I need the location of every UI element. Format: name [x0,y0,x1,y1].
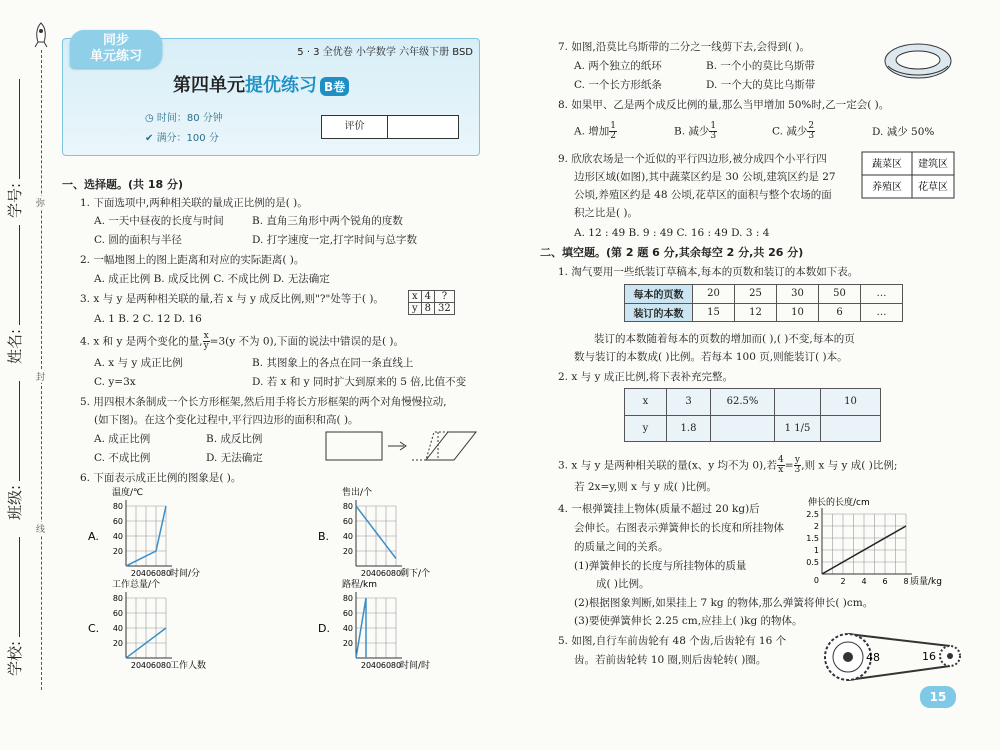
q2-options[interactable]: A. 成正比例 B. 成反比例 C. 不成比例 D. 无法确定 [94,273,330,285]
y-tick-label: 20 [112,547,123,556]
check-icon: ✔ [145,133,157,144]
question-9-line2: 边形区域(如图),其中蔬菜区约是 30 公顷,建筑区约是 27 [574,171,836,183]
farm-region-vegetable: 蔬菜区 [872,159,902,170]
rectangle-shape [326,432,382,460]
x-tick-label: 60 [380,569,392,578]
x-tick-label: 80 [390,569,402,578]
q5-option-c[interactable]: C. 不成比例 [94,452,151,464]
q5-option-b[interactable]: B. 成反比例 [206,433,263,445]
q8-option-d[interactable]: D. 减少 50% [872,126,935,138]
fill-3-line2[interactable]: 若 2x=y,则 x 与 y 成( )比例。 [574,481,717,493]
series-label: 5 · 3 全优卷 小学数学 六年级下册 BSD [297,47,473,58]
fill-4-line1: 4. 一根弹簧挂上物体(质量不超过 20 kg)后 [558,503,760,515]
question-2: 2. 一幅地图上的图上距离和对应的实际距离( )。 [80,254,305,266]
farm-region-building: 建筑区 [918,159,948,170]
chart-y-label: 温度/℃ [112,488,144,498]
chart-option-label: C. [88,622,100,635]
chart-x-label: 质量/kg [910,577,942,587]
section-fill-title: 二、填空题。(第 2 题 6 分,其余每空 2 分,共 26 分) [540,246,804,259]
y-tick-label: 60 [112,609,123,618]
x-tick-label: 40 [140,569,152,578]
x-tick-label: 80 [160,661,172,670]
cut-mark: 封 [36,370,45,383]
y-tick-label: 40 [342,532,353,541]
q7-option-a[interactable]: A. 两个独立的纸环 [574,60,662,72]
fraction: $\frac{2}{3}$ [808,121,815,141]
paper-tag: B卷 [320,77,349,96]
question-8: 8. 如果甲、乙是两个成反比例的量,那么当甲增加 50%时,乙一定会( )。 [558,99,890,111]
chart-option-label: D. [318,622,330,635]
unit-practice-badge: 同步 单元练习 [70,30,162,68]
x-tick-label: 40 [140,661,152,670]
fraction: $\frac{1}{2}$ [610,121,616,141]
question-5-line1: 5. 用四根木条制成一个长方形框架,然后用手将长方形框架的两个对角慢慢拉动, [80,396,447,408]
question-9-line1: 9. 欣欣农场是一个近似的平行四边形,被分成四个小平行四 [558,153,827,165]
y-tick-label: 40 [112,624,123,633]
y-tick-label: 20 [342,547,353,556]
question-3: 3. x 与 y 是两种相关联的量,若 x 与 y 成反比例,则"?"处等于( )。 [80,293,384,305]
y-tick-label: 1 [813,546,819,555]
y-tick-label: 80 [342,502,353,511]
cut-mark: 弥 [36,196,45,209]
chart-x-label: 工作人数 [170,661,207,670]
chart-d[interactable] [316,578,476,670]
rocket-icon [32,22,50,48]
cut-mark: 线 [36,522,45,535]
x-tick-label: 20 [360,661,372,670]
q7-option-c[interactable]: C. 一个长方形纸条 [574,79,662,91]
y-tick-label: 60 [342,517,353,526]
chart-y-label: 售出/个 [342,488,373,498]
q1-option-a[interactable]: A. 一天中昼夜的长度与时间 [94,215,224,227]
class-field[interactable]: 班级: [4,381,25,520]
q8-option-a[interactable]: A. 增加 $\frac{1}{2}$ [574,121,616,141]
question-9-line3: 公顷,养殖区约是 48 公顷,花草区的面积与整个农场的面 [574,189,832,201]
y-tick-label: 40 [112,532,123,541]
fill-5-line2[interactable]: 齿。若前齿轮转 10 圈,则后齿轮转( )圈。 [574,654,767,666]
fill-4-line3: 的质量之间的关系。 [574,541,669,553]
x-tick-label: 8 [903,577,909,586]
y-tick-label: 60 [342,609,353,618]
chart-option-label: A. [88,530,99,543]
clock-icon: ◷ [145,113,157,124]
spring-chart[interactable] [800,496,960,588]
chart-x-label: 剩下/个 [400,569,431,578]
fraction: $\frac{x}{y}$ [203,331,209,351]
y-tick-label: 2.5 [806,510,819,519]
chart-option-label: B. [318,530,330,543]
farm-parallelogram-figure [858,150,958,202]
name-field[interactable]: 姓名: [4,225,25,364]
school-field[interactable]: 学校: [4,537,25,676]
rectangle-to-parallelogram-figure [322,428,480,464]
x-tick-label: 40 [370,661,382,670]
y-tick-label: 80 [112,594,123,603]
fraction: $\frac{y}{3}$ [794,455,801,475]
fill-4-sub3[interactable]: (3)要使弹簧伸长 2.25 cm,应挂上( )kg 的物体。 [574,615,803,627]
fill-3-line1[interactable]: 3. x 与 y 是两种相关联的量(x、y 均不为 0),若 $\frac{4}{x}$ = $\frac{y}{3}$ ,则 x 与 y 成( )比例; [558,455,898,475]
x-tick-label: 80 [390,661,402,670]
x-tick-label: 20 [130,661,142,670]
evaluation-box[interactable]: 评价 [321,115,459,139]
chart-c[interactable] [86,578,246,670]
chart-y-label: 工作总量/个 [112,580,161,590]
y-tick-label: 80 [342,594,353,603]
y-tick-label: 1.5 [806,534,819,543]
x-tick-label: 60 [150,569,162,578]
q4-option-b[interactable]: B. 其图象上的各点在同一条直线上 [252,357,414,369]
q4-option-a[interactable]: A. x 与 y 成正比例 [94,357,183,369]
y-tick-label: 60 [112,517,123,526]
bicycle-gears-figure [812,626,962,688]
x-tick-label: 60 [150,661,162,670]
q5-option-a[interactable]: A. 成正比例 [94,433,151,445]
q7-option-d[interactable]: D. 一个大的莫比乌斯带 [706,79,816,91]
question-1: 1. 下面选项中,两种相关联的量成正比例的是( )。 [80,197,308,209]
origin-label: 0 [813,576,819,585]
y-tick-label: 20 [342,639,353,648]
fill-1-line1[interactable]: 装订的本数随着每本的页数的增加而( ),( )不变,每本的页 [594,333,855,345]
q1-option-b[interactable]: B. 直角三角形中两个锐角的度数 [252,215,403,227]
arrow-icon [388,442,406,450]
q4-option-c[interactable]: C. y=3x [94,376,136,388]
q1-option-c[interactable]: C. 圆的面积与半径 [94,234,182,246]
x-tick-label: 4 [861,577,867,586]
farm-region-breeding: 养殖区 [872,182,902,193]
x-tick-label: 80 [160,569,172,578]
q7-option-b[interactable]: B. 一个小的莫比乌斯带 [706,60,815,72]
chart-a[interactable] [86,486,246,578]
fill-1: 1. 淘气要用一些纸装订草稿本,每本的页数和装订的本数如下表。 [558,266,859,278]
x-tick-label: 20 [360,569,372,578]
q3-table: x 4 ? y 8 32 [408,290,455,315]
x-tick-label: 6 [882,577,888,586]
page-title: 第四单元提优练习 B卷 [173,71,349,97]
y-tick-label: 40 [342,624,353,633]
fill-4-line2: 会伸长。右图表示弹簧伸长的长度和所挂物体 [574,522,784,534]
fill-4-sub1a: (1)弹簧伸长的长度与所挂物体的质量 [574,560,747,572]
front-gear-label: 48 [866,651,880,664]
q8-option-c[interactable]: C. 减少 $\frac{2}{3}$ [772,121,815,141]
fill-2-table[interactable]: x 3 62.5% 10 y 1.8 1 1/5 [624,388,881,442]
back-gear-label: 16 [922,650,936,663]
fraction: $\frac{4}{x}$ [777,455,784,475]
fill-1-line2[interactable]: 数与装订的本数成( )比例。若每本 100 页,则能装订( )本。 [574,351,848,363]
student-id-field[interactable]: 学号: [4,79,25,218]
x-tick-label: 2 [840,577,846,586]
score-info: ✔ 满分：100 分 [145,133,219,144]
farm-region-flower: 花草区 [918,182,948,193]
q9-options[interactable]: A. 12 : 49 B. 9 : 49 C. 16 : 49 D. 3 : 4 [574,227,770,239]
fill-1-table: 每本的页数 20 25 30 50 … 装订的本数 15 12 10 6 … [624,284,903,322]
question-6: 6. 下面表示成正比例的图象是( )。 [80,472,242,484]
fill-4-sub2[interactable]: (2)根据图象判断,如果挂上 7 kg 的物体,那么弹簧将伸长( )cm。 [574,597,874,609]
x-tick-label: 20 [130,569,142,578]
parallelogram-shape [426,432,476,460]
chart-x-label: 时间/时 [400,661,431,670]
fill-4-sub1b[interactable]: 成( )比例。 [596,578,650,590]
q1-option-d[interactable]: D. 打字速度一定,打字时间与总字数 [252,234,418,246]
question-9-line4: 积之比是( )。 [574,207,639,219]
binding-margin [0,0,62,750]
q3-options[interactable]: A. 1 B. 2 C. 12 D. 16 [94,313,202,325]
fill-2: 2. x 与 y 成正比例,将下表补充完整。 [558,371,734,383]
x-tick-label: 40 [370,569,382,578]
page-number: 15 [920,686,956,708]
chart-x-label: 时间/分 [170,569,201,578]
y-tick-label: 20 [112,639,123,648]
chart-y-label: 路程/km [342,580,378,590]
fraction: $\frac{1}{3}$ [710,121,717,141]
q4-option-d[interactable]: D. 若 x 和 y 同时扩大到原来的 5 倍,比值不变 [252,376,467,388]
y-tick-label: 0.5 [806,558,819,567]
time-info: ◷ 时间：80 分钟 [145,113,223,124]
y-tick-label: 2 [813,522,819,531]
section-choice-title: 一、选择题。(共 18 分) [62,178,184,191]
mobius-strip-icon [880,38,956,84]
q8-option-b[interactable]: B. 减少 $\frac{1}{3}$ [674,121,717,141]
question-4: 4. x 和 y 是两个变化的量, $\frac{x}{y}$ =3(y 不为 0),下面的说法中错误的是( )。 [80,331,404,351]
question-5-line2: (如下图)。在这个变化过程中,平行四边形的面积和高( )。 [94,414,359,426]
chart-b[interactable] [316,486,476,578]
y-tick-label: 80 [112,502,123,511]
chart-y-label: 伸长的长度/cm [808,498,870,508]
fill-5-line1: 5. 如图,自行车前齿轮有 48 个齿,后齿轮有 16 个 [558,635,787,647]
question-7: 7. 如图,沿莫比乌斯带的二分之一线剪下去,会得到( )。 [558,41,811,53]
x-tick-label: 60 [380,661,392,670]
q5-option-d[interactable]: D. 无法确定 [206,452,263,464]
